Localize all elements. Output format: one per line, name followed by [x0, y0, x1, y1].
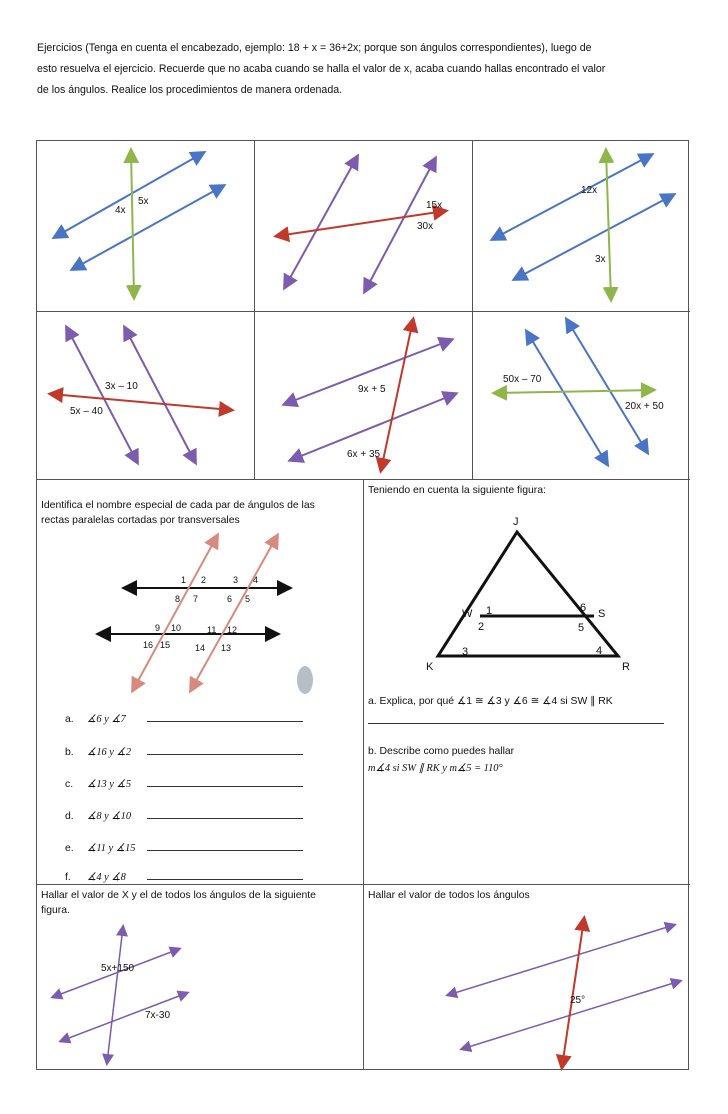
parallel-line-2 — [515, 195, 673, 279]
question-a: a. Explica, por qué ∡1 ≅ ∡3 y ∡6 ≅ ∡4 si SW ∥ RK — [368, 696, 613, 707]
label-30x: 30x — [417, 221, 434, 232]
angle-label-1: 1 — [486, 605, 493, 617]
question-b-line-1: b. Describe como puedes hallar — [368, 746, 515, 757]
parallel-line-1 — [448, 925, 674, 995]
vertex-s: S — [598, 608, 606, 620]
transversal-line — [381, 320, 413, 470]
transversal-line — [131, 151, 134, 297]
answer-line-e[interactable] — [147, 841, 303, 851]
decorative-shape — [297, 666, 313, 694]
transversal-line — [606, 151, 611, 299]
find-x-cell — [37, 885, 364, 1069]
transversal-line — [495, 390, 653, 393]
label-25-degrees: 25° — [570, 995, 586, 1006]
angle-number-16: 16 — [143, 640, 154, 650]
angle-number-5: 5 — [245, 594, 251, 604]
parallel-line-2 — [567, 320, 647, 452]
angle-number-14: 14 — [195, 643, 206, 653]
parallel-lines-figure — [37, 480, 364, 885]
answer-line-f[interactable] — [147, 870, 303, 880]
transversal-line — [107, 927, 123, 1063]
figure-3-cell — [473, 141, 690, 312]
label-50x-70: 50x – 70 — [503, 374, 542, 385]
parallel-line-2 — [125, 328, 195, 462]
vertex-w: W — [462, 608, 473, 620]
parallel-line-1 — [285, 157, 357, 287]
instructions — [37, 38, 697, 101]
question-b-line-2: m∡4 si SW ∥ RK y m∡5 = 110° — [368, 763, 503, 774]
pair-item-a — [65, 712, 303, 725]
angle-number-12: 12 — [227, 625, 238, 635]
parallel-line-1 — [493, 155, 651, 239]
angle-number-1: 1 — [181, 575, 187, 585]
item-pair: ∡8 y ∡10 — [87, 811, 132, 822]
label-3x: 3x — [595, 254, 606, 265]
angle-number-15: 15 — [160, 640, 171, 650]
label-6x-35: 6x + 35 — [347, 449, 381, 460]
find-x-heading-line-2: figura. — [41, 905, 70, 916]
angle-number-10: 10 — [171, 623, 182, 633]
angle-number-8: 8 — [175, 594, 181, 604]
exercise-table — [36, 140, 689, 1070]
label-4x: 4x — [115, 205, 126, 216]
item-pair: ∡11 y ∡15 — [87, 843, 136, 854]
label-5x: 5x — [138, 196, 149, 207]
item-pair: ∡4 y ∡8 — [87, 872, 126, 883]
angle-label-5: 5 — [578, 622, 585, 634]
figure-5-cell — [255, 312, 473, 480]
vertex-j: J — [513, 516, 519, 528]
label-12x: 12x — [581, 185, 598, 196]
angle-label-2: 2 — [478, 621, 485, 633]
parallel-line-1 — [67, 328, 137, 462]
label-9x-5: 9x + 5 — [358, 384, 386, 395]
find-angles-cell — [364, 885, 690, 1069]
find-angles-heading: Hallar el valor de todos los ángulos — [368, 890, 530, 901]
identify-angles-cell — [37, 480, 364, 885]
pair-item-e — [65, 841, 303, 854]
figure-4-cell — [37, 312, 255, 480]
angle-number-6: 6 — [227, 594, 233, 604]
instructions-line-2: esto resuelva el ejercicio. Recuerde que no acaba cuando se halla el valor de x, acaba cuando hallas encontrado el valor — [37, 63, 606, 75]
angle-number-4: 4 — [253, 575, 259, 585]
transversal-line — [562, 919, 584, 1067]
angle-number-7: 7 — [193, 594, 199, 604]
answer-line-question-a[interactable] — [368, 723, 664, 724]
find-angles-figure — [364, 885, 690, 1069]
label-20x-50: 20x + 50 — [625, 401, 664, 412]
item-letter: e. — [65, 843, 74, 854]
item-letter: f. — [65, 872, 71, 883]
angle-number-13: 13 — [221, 643, 232, 653]
answer-line-c[interactable] — [147, 777, 303, 787]
item-letter: a. — [65, 714, 74, 725]
figure-6 — [473, 312, 690, 480]
vertex-k: K — [426, 661, 434, 673]
angle-label-3: 3 — [462, 646, 469, 658]
figure-3 — [473, 141, 690, 312]
triangle-jkr — [438, 532, 618, 656]
instructions-line-3: de los ángulos. Realice los procedimientos de manera ordenada. — [37, 84, 343, 96]
pair-item-f — [65, 870, 303, 883]
triangle-cell — [364, 480, 690, 885]
item-letter: d. — [65, 811, 74, 822]
figure-1-cell — [37, 141, 255, 312]
label-5x-40: 5x – 40 — [70, 406, 103, 417]
answer-line-a[interactable] — [147, 712, 303, 722]
triangle-figure — [364, 480, 690, 885]
figure-2-cell — [255, 141, 473, 312]
item-letter: b. — [65, 747, 74, 758]
label-5x-150: 5x+150 — [101, 963, 135, 974]
figure-1 — [37, 141, 255, 312]
figure-6-cell — [473, 312, 690, 480]
figure-5 — [255, 312, 473, 480]
pair-item-d — [65, 809, 303, 822]
instructions-line-1: Ejercicios (Tenga en cuenta el encabezado, ejemplo: 18 + x = 36+2x; porque son ángulos correspondientes), luego de — [37, 42, 592, 54]
angle-number-2: 2 — [201, 575, 207, 585]
triangle-heading: Teniendo en cuenta la siguiente figura: — [368, 485, 546, 496]
answer-line-b[interactable] — [147, 745, 303, 755]
angle-number-9: 9 — [155, 623, 161, 633]
parallel-line-1 — [527, 332, 607, 464]
angle-label-4: 4 — [596, 645, 603, 657]
figure-4 — [37, 312, 255, 480]
identify-heading-line-2: rectas paralelas cortadas por transversales — [41, 515, 240, 526]
find-x-heading-line-1: Hallar el valor de X y el de todos los ángulos de la siguiente — [41, 890, 316, 901]
angle-number-3: 3 — [233, 575, 239, 585]
pair-item-c — [65, 777, 303, 790]
item-pair: ∡16 y ∡2 — [87, 747, 132, 758]
label-15x: 15x — [426, 200, 443, 211]
angle-label-6: 6 — [580, 602, 587, 614]
pair-item-b — [65, 745, 303, 758]
vertex-r: R — [622, 661, 630, 673]
parallel-line-2 — [462, 981, 680, 1049]
angle-number-11: 11 — [207, 625, 217, 635]
label-7x-30: 7x-30 — [145, 1010, 171, 1021]
find-x-figure — [37, 885, 364, 1069]
identify-heading-line-1: Identifica el nombre especial de cada par de ángulos de las — [41, 500, 315, 511]
item-pair: ∡13 y ∡5 — [87, 779, 132, 790]
item-letter: c. — [65, 779, 74, 790]
answer-line-d[interactable] — [147, 809, 303, 819]
item-pair: ∡6 y ∡7 — [87, 714, 126, 725]
parallel-line-1 — [55, 153, 203, 237]
label-3x-10: 3x – 10 — [105, 381, 138, 392]
figure-2 — [255, 141, 473, 312]
